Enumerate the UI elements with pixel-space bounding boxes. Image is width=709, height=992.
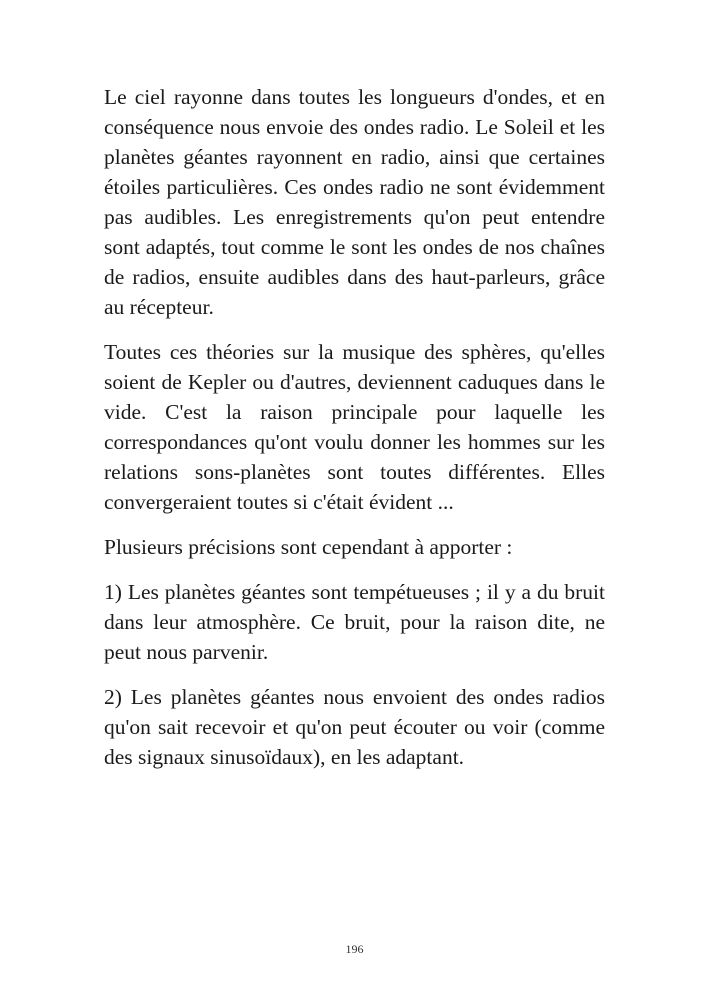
paragraph-precisions-intro: Plusieurs précisions sont cependant à apporter :: [104, 535, 513, 559]
page-number: 196: [345, 942, 364, 956]
paragraph-music-of-spheres: Toutes ces théories sur la musique des sphères, qu'elles soient de Kepler ou d'autres, deviennent caduques dans le vide. C'est la raison principale pour laquelle les correspondances qu'ont voulu donner les hommes sur les relations sons-planètes sont toutes différentes. Elles convergeraient toutes si c'était évident ...: [104, 340, 605, 514]
paragraph-radio-waves: Le ciel rayonne dans toutes les longueurs d'ondes, et en conséquence nous envoie des ondes radio. Le Soleil et les planètes géantes rayonnent en radio, ainsi que certaines étoiles particulières. Ces ondes radio ne sont évidemment pas audibles. Les enregistrements qu'on peut entendre sont adaptés, tout comme le sont les ondes de nos chaînes de radios, ensuite audibles dans des haut-parleurs, grâce au récepteur.: [104, 85, 605, 319]
page-body: [104, 82, 605, 787]
paragraph-point-2: 2) Les planètes géantes nous envoient des ondes radios qu'on sait recevoir et qu'on peut écouter ou voir (comme des signaux sinusoïdaux), en les adaptant.: [104, 685, 605, 769]
paragraph-point-1: 1) Les planètes géantes sont tempétueuses ; il y a du bruit dans leur atmosphère. Ce bruit, pour la raison dite, ne peut nous parvenir.: [104, 580, 605, 664]
